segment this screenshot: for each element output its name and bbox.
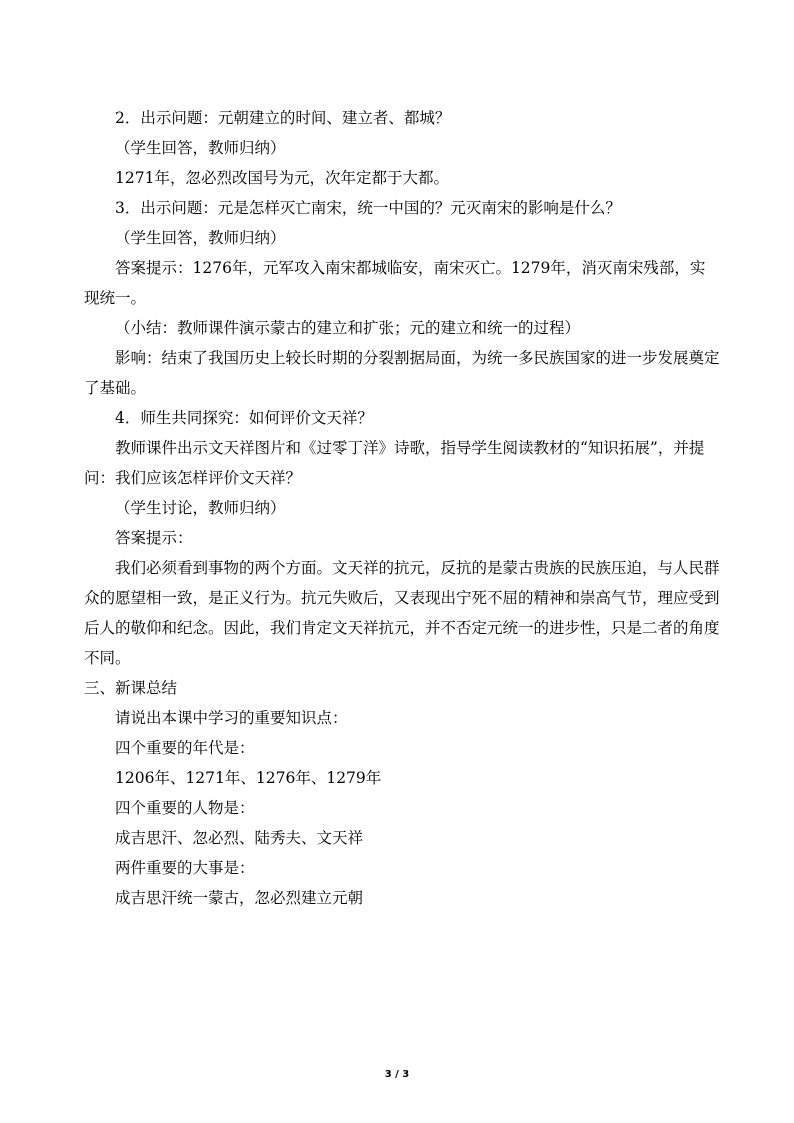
paragraph: 四个重要的年代是： [115, 739, 255, 757]
paragraph: 1206年、1271年、1276年、1279年 [115, 769, 382, 787]
paragraph: 答案提示：1276年，元军攻入南宋都城临安，南宋灭亡。1279年，消灭南宋残部，实现统一。 [84, 259, 706, 307]
paragraph: 请说出本课中学习的重要知识点： [115, 709, 348, 727]
paragraph: 1271年，忽必烈改国号为元，次年定都于大都。 [115, 169, 449, 187]
paragraph: 教师课件出示文天祥图片和《过零丁洋》诗歌，指导学生阅读教材的“知识拓展”，并提问：我们应该怎样评价文天祥？ [84, 439, 705, 487]
paragraph: （学生讨论，教师归纳） [115, 499, 286, 517]
paragraph: （学生回答，教师归纳） [115, 139, 286, 157]
paragraph: 影响：结束了我国历史上较长时期的分裂割据局面，为统一多民族国家的进一步发展奠定了基础。 [84, 349, 720, 397]
paragraph: 我们必须看到事物的两个方面。文天祥的抗元，反抗的是蒙古贵族的民族压迫，与人民群众的愿望相一致，是正义行为。抗元失败后，又表现出宁死不屈的精神和崇高气节，理应受到后人的敬仰和纪念。因此，我们肯定文天祥抗元，并不否定元统一的进步性，只是二者的角度不同。 [84, 559, 720, 667]
paragraph: 4．师生共同探究：如何评价文天祥？ [115, 409, 373, 427]
page-number: 3 / 3 [384, 1069, 410, 1080]
document-body [84, 103, 720, 913]
paragraph: （学生回答，教师归纳） [115, 229, 286, 247]
paragraph: 2．出示问题：元朝建立的时间、建立者、都城？ [115, 109, 451, 127]
paragraph: 答案提示： [115, 529, 193, 547]
paragraph: （小结：教师课件演示蒙古的建立和扩张；元的建立和统一的过程） [115, 319, 581, 337]
paragraph: 两件重要的大事是： [115, 859, 255, 877]
paragraph: 成吉思汗统一蒙古，忽必烈建立元朝 [115, 889, 364, 907]
paragraph: 四个重要的人物是： [115, 799, 255, 817]
paragraph: 成吉思汗、忽必烈、陆秀夫、文天祥 [115, 829, 364, 847]
paragraph: 3．出示问题：元是怎样灭亡南宋，统一中国的？元灭南宋的影响是什么？ [115, 199, 621, 217]
section-heading: 三、新课总结 [84, 679, 178, 697]
